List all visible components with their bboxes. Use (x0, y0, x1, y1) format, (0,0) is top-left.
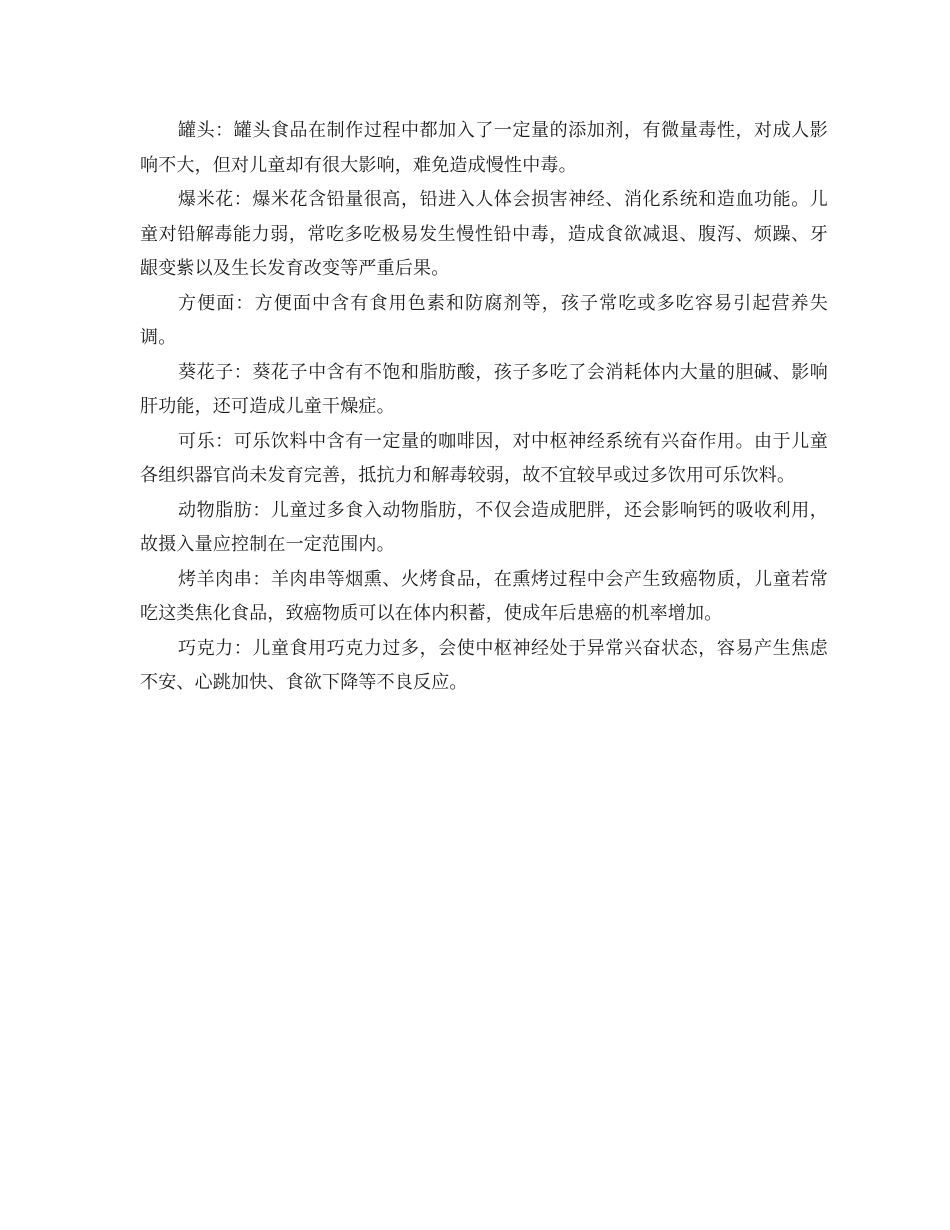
document-body (140, 114, 828, 701)
paragraph-canned-food: 罐头：罐头食品在制作过程中都加入了一定量的添加剂，有微量毒性，对成人影响不大，但对儿童却有很大影响，难免造成慢性中毒。 (140, 120, 828, 176)
paragraph-animal-fat: 动物脂肪：儿童过多食入动物脂肪，不仅会造成肥胖，还会影响钙的吸收利用，故摄入量应控制在一定范围内。 (140, 499, 828, 555)
paragraph-sunflower-seeds: 葵花子：葵花子中含有不饱和脂肪酸，孩子多吃了会消耗体内大量的胆碱、影响肝功能，还可造成儿童干燥症。 (140, 361, 828, 417)
paragraph-popcorn: 爆米花：爆米花含铅量很高，铅进入人体会损害神经、消化系统和造血功能。儿童对铅解毒能力弱，常吃多吃极易发生慢性铅中毒，造成食欲减退、腹泻、烦躁、牙龈变紫以及生长发育改变等严重后果。 (140, 189, 828, 279)
paragraph-instant-noodles: 方便面：方便面中含有食用色素和防腐剂等，孩子常吃或多吃容易引起营养失调。 (140, 292, 828, 348)
paragraph-chocolate: 巧克力：儿童食用巧克力过多，会使中枢神经处于异常兴奋状态，容易产生焦虑不安、心跳加快、食欲下降等不良反应。 (140, 637, 828, 693)
paragraph-cola: 可乐：可乐饮料中含有一定量的咖啡因，对中枢神经系统有兴奋作用。由于儿童各组织器官尚未发育完善，抵抗力和解毒较弱，故不宜较早或过多饮用可乐饮料。 (140, 430, 828, 486)
paragraph-lamb-kebab: 烤羊肉串：羊肉串等烟熏、火烤食品，在熏烤过程中会产生致癌物质，儿童若常吃这类焦化食品，致癌物质可以在体内积蓄，使成年后患癌的机率增加。 (140, 568, 828, 624)
